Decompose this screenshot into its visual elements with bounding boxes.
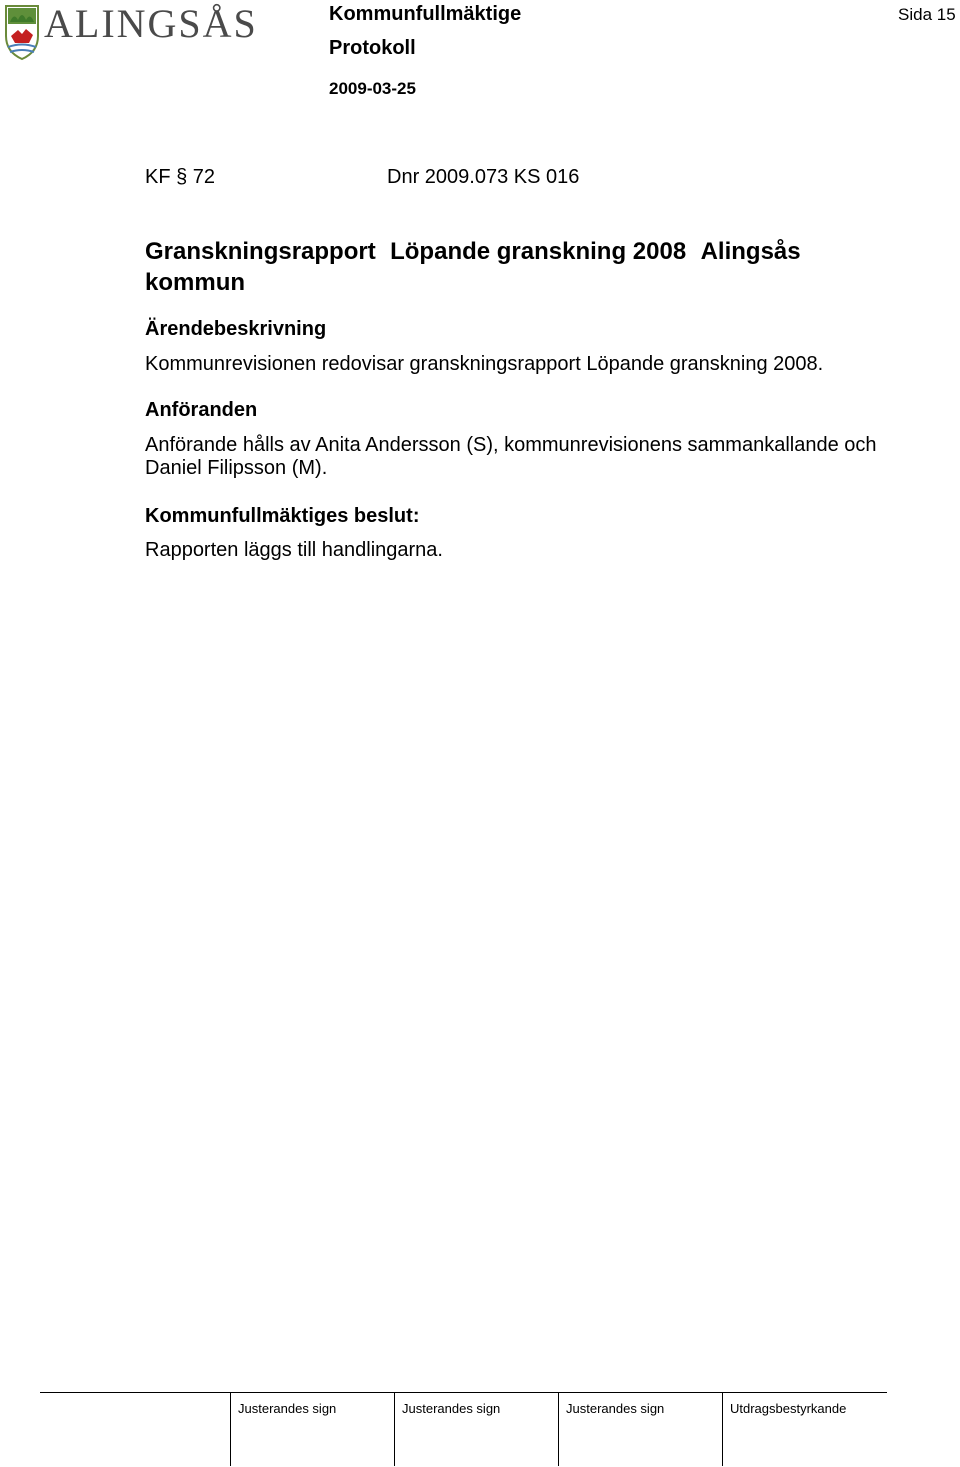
signature-label: Justerandes sign [566, 1401, 665, 1416]
description-text: Kommunrevisionen redovisar granskningsrapport Löpande granskning 2008. [145, 353, 824, 375]
decision-text: Rapporten läggs till handlingarna. [145, 539, 443, 561]
signature-cell [230, 1392, 231, 1466]
logo-wordmark: ALINGSÅS [44, 1, 258, 46]
speeches-text: Anförande hålls av Anita Andersson (S), kommunrevisionens sammankallande och Daniel Filipsson (M). [145, 434, 877, 479]
certification-label: Utdragsbestyrkande [730, 1401, 847, 1416]
diary-number: Dnr 2009.073 KS 016 [387, 166, 580, 188]
page-title [145, 236, 905, 298]
signature-label: Justerandes sign [238, 1401, 337, 1416]
coat-of-arms-icon [2, 2, 42, 62]
municipality-logo [0, 0, 262, 62]
signature-cell [558, 1392, 559, 1466]
title-part-1: Granskningsrapport [145, 238, 376, 265]
case-number: KF § 72 [145, 166, 216, 188]
signature-cell [722, 1392, 723, 1466]
title-part-2: Löpande granskning 2008 [390, 238, 687, 265]
organization-name: Kommunfullmäktige [329, 3, 522, 25]
document-type: Protokoll [329, 37, 416, 59]
description-heading: Ärendebeskrivning [145, 318, 327, 340]
footer-rule [40, 1392, 887, 1393]
title-part-3: Alingsås kommun [145, 238, 801, 296]
signature-cell [394, 1392, 395, 1466]
decision-heading: Kommunfullmäktiges beslut: [145, 505, 420, 527]
page-number: Sida 15 [898, 5, 956, 24]
signature-label: Justerandes sign [402, 1401, 501, 1416]
speeches-heading: Anföranden [145, 399, 258, 421]
meeting-date: 2009-03-25 [329, 79, 416, 98]
